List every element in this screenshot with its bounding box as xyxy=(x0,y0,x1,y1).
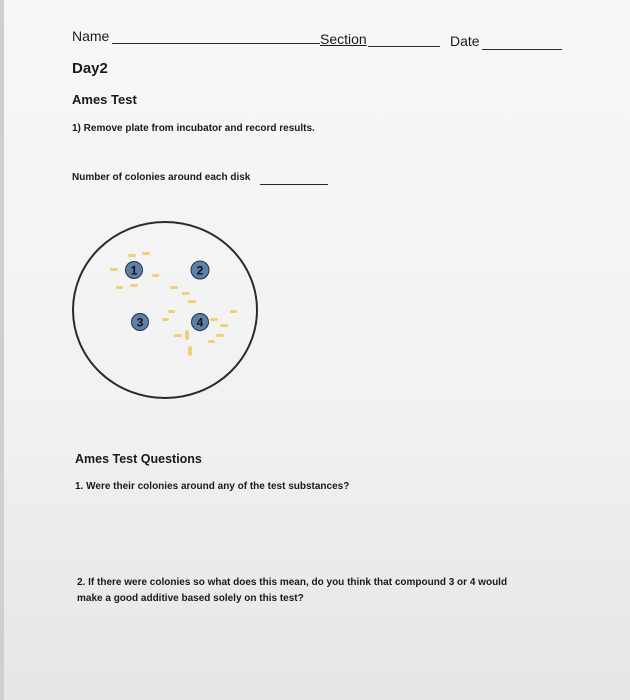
question-2-line-1: 2. If there were colonies so what does this mean, do you think that compound 3 or 4 would xyxy=(77,577,508,588)
questions-title: Ames Test Questions xyxy=(75,452,202,466)
disk-2 xyxy=(191,261,209,279)
name-blank-line xyxy=(112,43,320,44)
day-title: Day2 xyxy=(72,60,108,77)
disk-4 xyxy=(192,314,209,331)
question-2-line-2: make a good additive based solely on this test? xyxy=(77,593,304,604)
date-label: Date xyxy=(450,33,480,49)
svg-text:4: 4 xyxy=(196,315,204,330)
name-label: Name xyxy=(72,28,110,44)
section-label: Section xyxy=(320,31,367,47)
petri-dish-outline xyxy=(73,222,257,398)
svg-text:3: 3 xyxy=(136,315,144,330)
ames-test-title: Ames Test xyxy=(72,92,137,107)
question-1: 1. Were their colonies around any of the test substances? xyxy=(75,481,350,492)
disk-3 xyxy=(132,314,149,331)
disk-1 xyxy=(126,262,143,279)
instruction-step-1: 1) Remove plate from incubator and record results. xyxy=(72,123,315,134)
colonies-prompt: Number of colonies around each disk xyxy=(72,172,251,183)
page-edge xyxy=(0,0,4,700)
svg-text:2: 2 xyxy=(196,263,204,278)
colonies-blank-line xyxy=(260,184,328,185)
petri-plate-diagram xyxy=(70,214,270,410)
section-blank-line xyxy=(368,46,440,47)
svg-text:1: 1 xyxy=(130,263,138,278)
date-blank-line xyxy=(482,49,562,50)
